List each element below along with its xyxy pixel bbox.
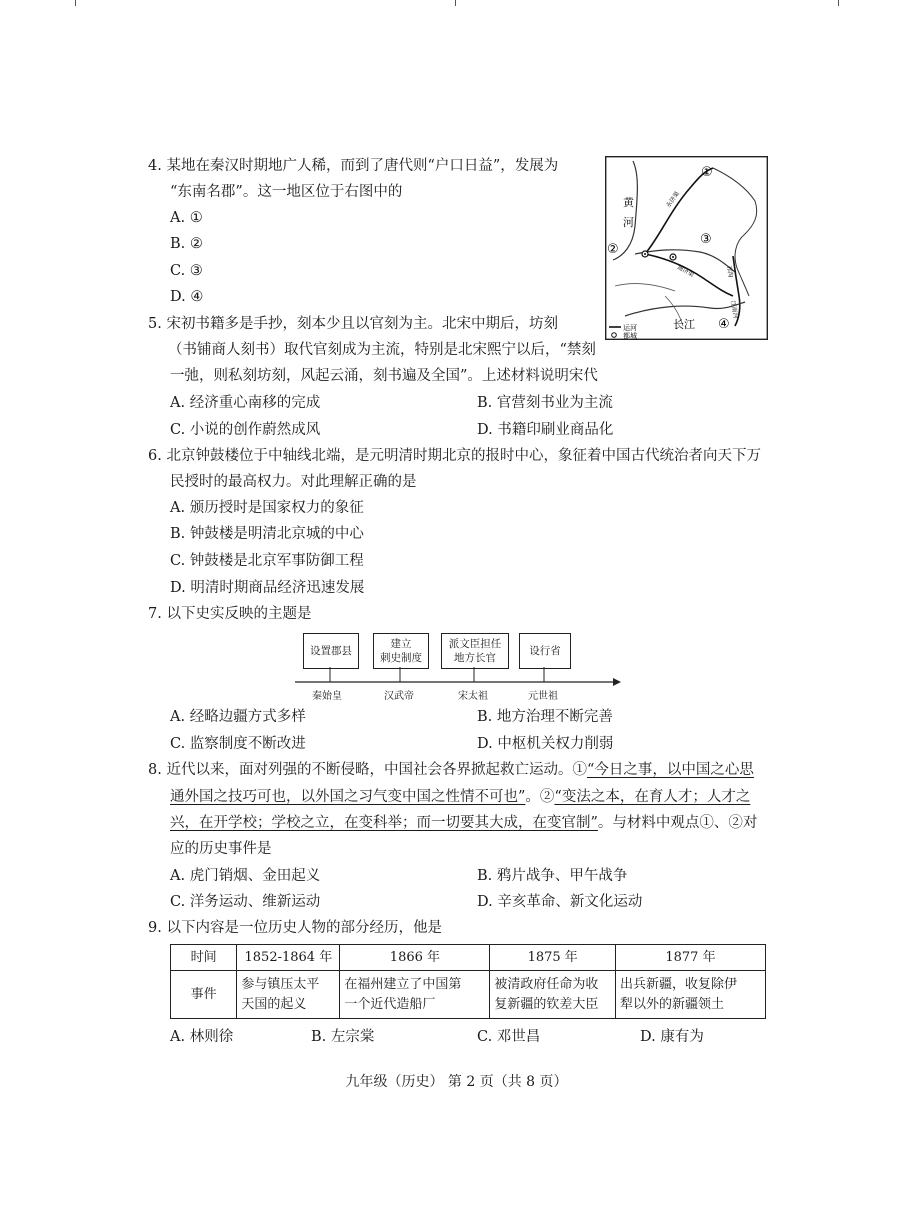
q6-option-d[interactable]: D. 明清时期商品经济迅速发展 — [170, 580, 365, 596]
q7-option-d[interactable]: D. 中枢机关权力削弱 — [477, 736, 614, 752]
q9-option-d[interactable]: D. 康有为 — [640, 1029, 704, 1045]
table-cell: 被清政府任命为收 复新疆的钦差大臣 — [490, 971, 616, 1019]
q8-option-d[interactable]: D. 辛亥革命、新文化运动 — [477, 894, 643, 910]
q6-option-c[interactable]: C. 钟鼓楼是北京军事防御工程 — [170, 553, 364, 569]
q7-option-b[interactable]: B. 地方治理不断完善 — [477, 709, 613, 725]
table-row-label: 事件 — [171, 971, 237, 1019]
table-header-cell: 1866 年 — [340, 945, 490, 971]
crop-mark — [75, 0, 76, 6]
map-mark-2: ② — [607, 242, 619, 257]
q9-option-b[interactable]: B. 左宗棠 — [311, 1029, 375, 1045]
q5-option-c[interactable]: C. 小说的创作蔚然成风 — [170, 422, 321, 438]
q6-stem-line1: 6. 北京钟鼓楼位于中轴线北端，是元明清时期北京的报时中心，象征着中国古代统治者向天下万 — [148, 448, 761, 464]
timeline-axis — [295, 667, 625, 689]
timeline-box-xingsheng: 设行省 — [519, 633, 571, 669]
table-header-cell: 1875 年 — [490, 945, 616, 971]
map-frame — [606, 157, 768, 340]
q4-option-c[interactable]: C. ③ — [170, 263, 203, 279]
table-cell: 参与镇压太平 天国的起义 — [237, 971, 340, 1019]
capital-marker — [672, 256, 674, 258]
legend-capital-label: 都城 — [623, 332, 637, 340]
q9-option-c[interactable]: C. 邓世昌 — [477, 1029, 541, 1045]
q5-option-d[interactable]: D. 书籍印刷业商品化 — [477, 422, 614, 438]
table-header-cell: 1877 年 — [615, 945, 765, 971]
q8-stem-line4: 应的历史事件是 — [170, 841, 272, 857]
q8-option-b[interactable]: B. 鸦片战争、甲午战争 — [477, 868, 628, 884]
q5-stem-line3: 一弛，则私刻坊刻，风起云涌，刻书遍及全国”。上述材料说明宋代 — [170, 368, 598, 384]
q8-quote-2: “变法之本，在育人才；人才之 — [554, 789, 751, 805]
timeline-box-jun-xian: 设置郡县 — [303, 633, 359, 669]
q8-option-a[interactable]: A. 虎门销烟、金田起义 — [170, 868, 321, 884]
q5-option-b[interactable]: B. 官营刻书业为主流 — [477, 395, 613, 411]
timeline-label-hanwudi: 汉武帝 — [384, 691, 414, 702]
q5-stem-line2: （书铺商人刻书）取代官刻成为主流，特别是北宋熙宁以后，“禁刻 — [168, 342, 596, 358]
map-label-huanghe-1: 黄 — [623, 196, 634, 209]
q8-stem-line1: 8. 近代以来，面对列强的不断侵略，中国社会各界掀起救亡运动。①“今日之事，以中国之心思 — [148, 762, 754, 778]
q9-option-a[interactable]: A. 林则徐 — [170, 1029, 234, 1045]
q7-option-a[interactable]: A. 经略边疆方式多样 — [170, 709, 306, 725]
map-label-jiangnan: 江南河 — [729, 300, 740, 320]
crop-mark — [838, 0, 839, 6]
timeline-label-yuanshizu: 元世祖 — [528, 691, 558, 702]
q5-option-a[interactable]: A. 经济重心南移的完成 — [170, 395, 321, 411]
q7-option-c[interactable]: C. 监察制度不断改进 — [170, 736, 306, 752]
q4-option-d[interactable]: D. ④ — [170, 289, 204, 305]
map-mark-3: ③ — [700, 232, 712, 247]
timeline-box-cishi: 建立 刺史制度 — [373, 633, 429, 669]
q4-option-b[interactable]: B. ② — [170, 236, 203, 252]
table-cell: 在福州建立了中国第 一个近代造船厂 — [340, 971, 490, 1019]
q5-stem-line1: 5. 宋初书籍多是手抄，刻本少且以官刻为主。北宋中期后，坊刻 — [148, 316, 558, 332]
crop-mark — [455, 0, 456, 6]
table-cell: 出兵新疆，收复除伊 犁以外的新疆领土 — [615, 971, 765, 1019]
q4-stem-line2: “东南名郡”。这一地区位于右图中的 — [170, 184, 403, 200]
q8-stem-line3: 兴，在开学校；学校之立，在变科举；而一切要其大成，在变官制”。与材料中观点①、②对 — [170, 815, 758, 831]
map-label-changjiang: 长江 — [673, 318, 695, 331]
grand-canal-map — [605, 156, 768, 340]
q6-option-b[interactable]: B. 钟鼓楼是明清北京城的中心 — [170, 526, 364, 542]
table-header-cell: 1852-1864 年 — [237, 945, 340, 971]
legend-capital-swatch — [612, 333, 617, 338]
q7-stem: 7. 以下史实反映的主题是 — [148, 606, 312, 622]
q8-quote-1-cont: 通外国之技巧可也，以外国之习气变中国之性情不可也” — [170, 789, 526, 805]
q8-option-c[interactable]: C. 洋务运动、维新运动 — [170, 894, 321, 910]
q8-quote-2-cont: 兴，在开学校；学校之立，在变科举；而一切要其大成，在变官制” — [170, 815, 598, 831]
map-label-huanghe-2: 河 — [623, 216, 634, 229]
timeline-label-songtaizu: 宋太祖 — [458, 691, 488, 702]
q9-events-table — [170, 944, 766, 1019]
legend-canal-label: 运河 — [623, 324, 637, 332]
timeline-arrowhead — [613, 678, 621, 686]
table-header-cell: 时间 — [171, 945, 237, 971]
map-label-yongji: 永济渠 — [664, 190, 681, 210]
q8-stem-line2: 通外国之技巧可也，以外国之习气变中国之性情不可也”。②“变法之本，在育人才；人才之 — [170, 789, 751, 805]
q6-option-a[interactable]: A. 颁历授时是国家权力的象征 — [170, 500, 364, 516]
q6-stem-line2: 民授时的最高权力。对此理解正确的是 — [170, 474, 417, 490]
map-label-hangou: 邗沟 — [725, 265, 735, 279]
map-mark-4: ④ — [718, 317, 730, 332]
timeline-box-wenchen: 派文臣担任 地方长官 — [441, 633, 509, 669]
q4-option-a[interactable]: A. ① — [170, 210, 203, 226]
q4-stem-line1: 4. 某地在秦汉时期地广人稀，而到了唐代则“户口日益”，发展为 — [148, 158, 559, 174]
timeline-label-qinshihuang: 秦始皇 — [312, 691, 342, 702]
map-mark-1: ① — [701, 165, 713, 180]
q8-quote-1: “今日之事，以中国之心思 — [586, 762, 754, 778]
map-label-tongji: 通济渠 — [676, 263, 696, 279]
q9-stem: 9. 以下内容是一位历史人物的部分经历，他是 — [148, 920, 442, 936]
capital-marker — [644, 253, 646, 255]
page-footer: 九年级（历史） 第 2 页（共 8 页） — [345, 1074, 568, 1090]
